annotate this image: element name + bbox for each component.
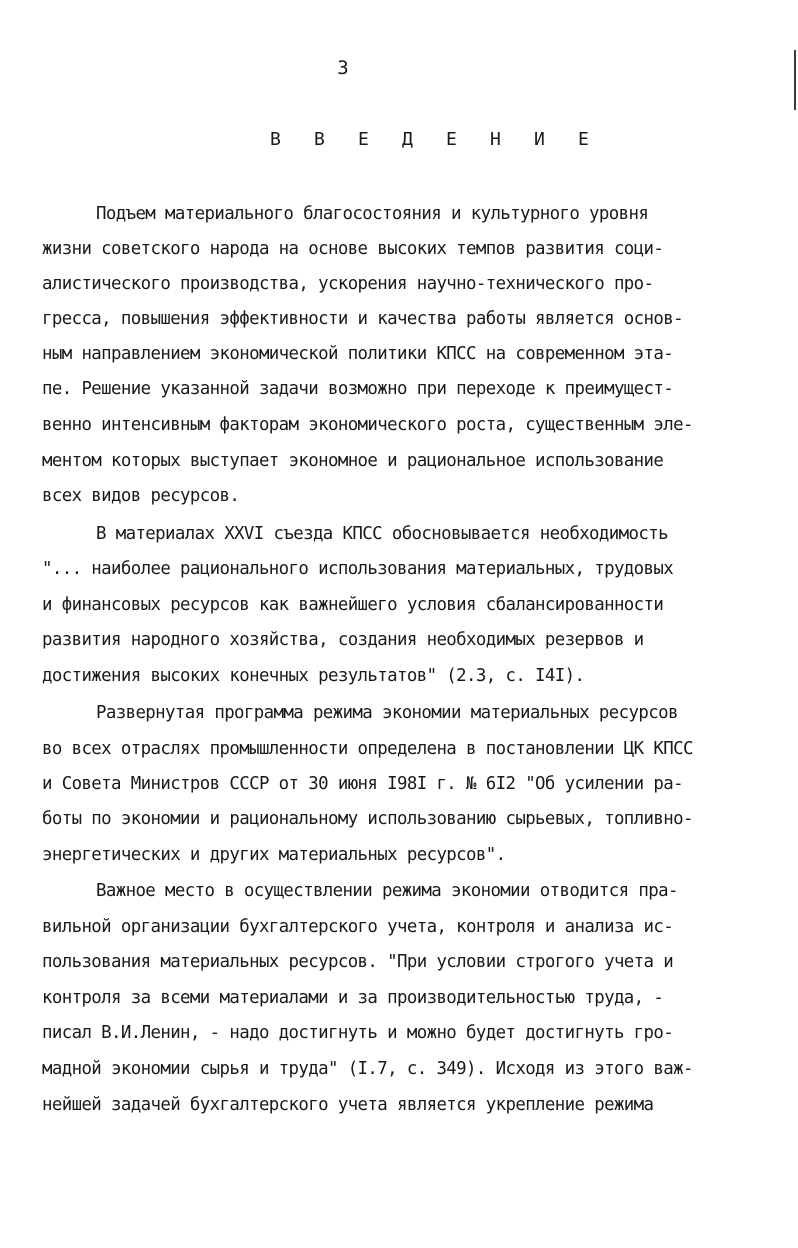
text-line-14: достижения высоких конечных результатов" (2.3, с. I4I).	[42, 666, 585, 686]
text-line-4: гресса, повышения эффективности и качества работы является основ-	[42, 309, 683, 329]
text-line-6: пе. Решение указанной задачи возможно при переходе к преимущест-	[42, 379, 674, 399]
text-line-11: "... наиболее рационального использования материальных, трудовых	[42, 559, 674, 579]
text-line-20: Важное место в осуществлении режима экономии отводится пра-	[96, 881, 678, 901]
text-line-17: и Совета Министров СССР от 30 июня I98I г. № 6I2 "Об усилении ра-	[42, 774, 683, 794]
text-line-16: во всех отраслях промышленности определена в постановлении ЦК КПСС	[42, 739, 693, 759]
text-line-18: боты по экономии и рациональному использованию сырьевых, топливно-	[42, 809, 693, 829]
scan-edge-mark	[794, 50, 796, 110]
text-line-2: жизни советского народа на основе высоких темпов развития соци-	[42, 239, 664, 259]
text-line-25: мадной экономии сырья и труда" (I.7, с. 349). Исходя из этого важ-	[42, 1059, 693, 1079]
text-line-1: Подъем материального благосостояния и культурного уровня	[96, 204, 649, 224]
text-line-5: ным направлением экономической политики КПСС на современном эта-	[42, 344, 674, 364]
text-line-9: всех видов ресурсов.	[42, 486, 240, 506]
text-line-12: и финансовых ресурсов как важнейшего условия сбалансированности	[42, 595, 664, 615]
text-line-22: пользования материальных ресурсов. "При условии строгого учета и	[42, 952, 674, 972]
text-line-15: Развернутая программа режима экономии материальных ресурсов	[96, 703, 678, 723]
text-line-24: писал В.И.Ленин, - надо достигнуть и можно будет достигнуть гро-	[42, 1023, 674, 1043]
text-line-7: венно интенсивным факторам экономического роста, существенным эле-	[42, 415, 693, 435]
text-line-26: нейшей задачей бухгалтерского учета является укрепление режима	[42, 1095, 654, 1115]
text-line-10: В материалах XXVI съезда КПСС обосновывается необходимость	[96, 524, 668, 544]
section-heading: В В Е Д Е Н И Е	[270, 129, 600, 150]
text-line-23: контроля за всеми материалами и за производительностью труда, -	[42, 988, 664, 1008]
text-line-8: ментом которых выступает экономное и рациональное использование	[42, 451, 664, 471]
text-line-21: вильной организации бухгалтерского учета, контроля и анализа ис-	[42, 917, 674, 937]
text-line-19: энергетических и других материальных ресурсов".	[42, 845, 506, 865]
text-line-3: алистического производства, ускорения научно-технического про-	[42, 274, 654, 294]
text-line-13: развития народного хозяйства, создания необходимых резервов и	[42, 630, 644, 650]
page-number: 3	[337, 57, 349, 79]
